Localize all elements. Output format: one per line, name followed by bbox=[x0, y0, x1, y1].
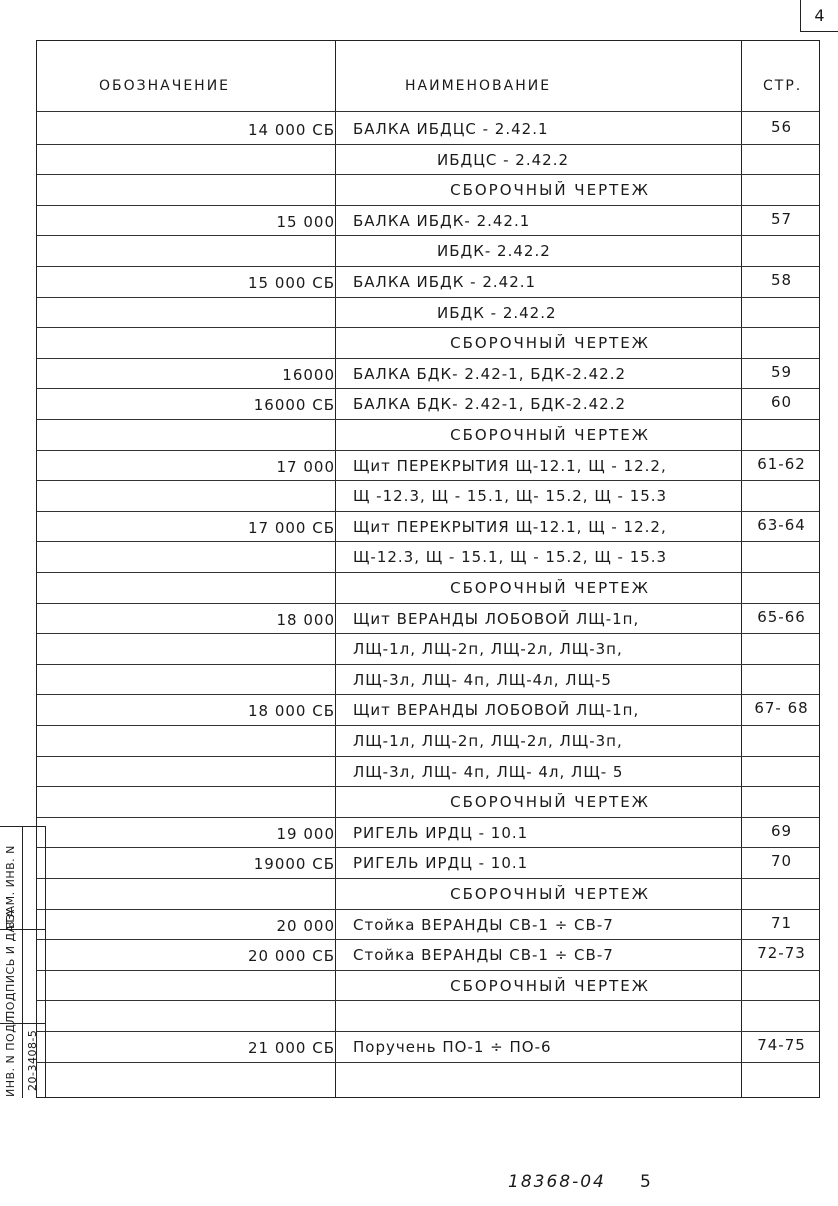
table-row bbox=[37, 450, 819, 484]
row-page: 70 bbox=[770, 852, 793, 871]
table-row bbox=[37, 297, 819, 331]
table-row bbox=[37, 113, 819, 147]
header-name: НАИМЕНОВАНИЕ bbox=[405, 78, 552, 94]
row-name: Стойка ВЕРАНДЫ СВ-1 ÷ СВ-7 bbox=[353, 915, 614, 934]
row-page: 60 bbox=[770, 393, 793, 412]
side-stamp bbox=[0, 826, 46, 1098]
row-name: ИБДЦС - 2.42.2 bbox=[437, 150, 570, 169]
row-designation: 19000 СБ bbox=[253, 855, 335, 874]
table-row bbox=[37, 1000, 819, 1034]
table-row bbox=[37, 603, 819, 637]
table-row bbox=[37, 664, 819, 698]
row-designation: 19 000 bbox=[276, 824, 335, 843]
table-row bbox=[37, 174, 819, 208]
table-frame bbox=[36, 40, 820, 1098]
row-name: РИГЕЛЬ ИРДЦ - 10.1 bbox=[353, 854, 529, 873]
row-name: ИБДК - 2.42.2 bbox=[437, 303, 557, 322]
row-designation: 18 000 СБ bbox=[247, 702, 335, 721]
row-name: СБОРОЧНЫЙ ЧЕРТЕЖ bbox=[450, 793, 650, 812]
table-row bbox=[37, 694, 819, 728]
row-designation: 18 000 bbox=[276, 610, 335, 629]
page-number: 4 bbox=[800, 0, 838, 32]
row-designation: 21 000 СБ bbox=[247, 1039, 335, 1057]
row-page: 74-75 bbox=[757, 1036, 806, 1054]
row-name: БАЛКА ИБДЦС - 2.42.1 bbox=[353, 120, 549, 138]
table-row bbox=[37, 358, 819, 392]
table-row bbox=[37, 480, 819, 514]
table-row bbox=[37, 327, 819, 361]
table-row bbox=[37, 1062, 819, 1096]
table-row bbox=[37, 235, 819, 269]
row-page: 61-62 bbox=[757, 454, 806, 473]
document-code: 18368-04 bbox=[508, 1172, 606, 1192]
row-name: БАЛКА ИБДК- 2.42.1 bbox=[353, 211, 531, 230]
row-name: СБОРОЧНЫЙ ЧЕРТЕЖ bbox=[450, 885, 650, 903]
row-designation: 14 000 СБ bbox=[247, 121, 335, 139]
row-name: Щит ВЕРАНДЫ ЛОБОВОЙ ЛЩ-1п, bbox=[353, 701, 640, 720]
row-designation: 16000 СБ bbox=[253, 396, 335, 415]
row-page: 71 bbox=[770, 913, 793, 932]
table-row bbox=[37, 419, 819, 453]
row-name: ИБДК- 2.42.2 bbox=[437, 242, 551, 261]
table-row bbox=[37, 511, 819, 545]
row-page: 58 bbox=[770, 271, 793, 289]
side-label-inv-orig: ИНВ. N ПОДЛ. bbox=[4, 1010, 17, 1097]
row-page: 56 bbox=[770, 118, 793, 136]
row-name: ЛЩ-3л, ЛЩ- 4п, ЛЩ- 4л, ЛЩ- 5 bbox=[353, 762, 624, 781]
row-name: ЛЩ-1л, ЛЩ-2п, ЛЩ-2л, ЛЩ-3п, bbox=[353, 640, 623, 659]
row-page: 65-66 bbox=[757, 607, 806, 626]
row-name: ЛЩ-3л, ЛЩ- 4п, ЛЩ-4л, ЛЩ-5 bbox=[353, 670, 612, 689]
row-designation: 16000 bbox=[282, 365, 335, 384]
table-row bbox=[37, 909, 819, 943]
row-name: СБОРОЧНЫЙ ЧЕРТЕЖ bbox=[450, 426, 650, 444]
table-row bbox=[37, 756, 819, 790]
row-designation: 15 000 bbox=[276, 212, 335, 231]
row-page: 67- 68 bbox=[754, 699, 809, 718]
row-page: 59 bbox=[770, 362, 793, 381]
row-name: СБОРОЧНЫЙ ЧЕРТЕЖ bbox=[450, 976, 650, 995]
header-divider bbox=[37, 111, 819, 112]
table-row bbox=[37, 725, 819, 759]
table-row bbox=[37, 786, 819, 820]
header-designation: ОБОЗНАЧЕНИЕ bbox=[99, 78, 231, 94]
table-row bbox=[37, 144, 819, 178]
row-name: СБОРОЧНЫЙ ЧЕРТЕЖ bbox=[450, 334, 650, 353]
row-name: Щит ПЕРЕКРЫТИЯ Щ-12.1, Щ - 12.2, bbox=[353, 456, 667, 475]
row-name: Щ -12.3, Щ - 15.1, Щ- 15.2, Щ - 15.3 bbox=[353, 487, 668, 506]
row-page: 72-73 bbox=[757, 944, 806, 963]
row-designation: 20 000 СБ bbox=[247, 947, 335, 966]
row-name: РИГЕЛЬ ИРДЦ - 10.1 bbox=[353, 823, 529, 842]
table-row bbox=[37, 205, 819, 239]
row-name: СБОРОЧНЫЙ ЧЕРТЕЖ bbox=[450, 181, 650, 200]
table-row bbox=[37, 1031, 819, 1065]
row-name: ЛЩ-1л, ЛЩ-2п, ЛЩ-2л, ЛЩ-3п, bbox=[353, 732, 623, 750]
table-row bbox=[37, 633, 819, 667]
side-label-signature-date: ПОДПИСЬ И ДАТА bbox=[4, 909, 17, 1019]
row-name: СБОРОЧНЫЙ ЧЕРТЕЖ bbox=[450, 579, 650, 597]
row-name: Щ-12.3, Щ - 15.1, Щ - 15.2, Щ - 15.3 bbox=[353, 548, 668, 567]
row-page: 57 bbox=[770, 209, 793, 228]
row-name: Щит ПЕРЕКРЫТИЯ Щ-12.1, Щ - 12.2, bbox=[353, 517, 667, 536]
row-name: Щит ВЕРАНДЫ ЛОБОВОЙ ЛЩ-1п, bbox=[353, 609, 640, 628]
side-inv-orig-value: 20-3408-5 bbox=[26, 1029, 39, 1091]
header-page: СТР. bbox=[763, 78, 803, 94]
row-name: Стойка ВЕРАНДЫ СВ-1 ÷ СВ-7 bbox=[353, 946, 614, 965]
row-page: 63-64 bbox=[757, 515, 806, 534]
row-designation: 17 000 СБ bbox=[247, 518, 335, 537]
row-name: БАЛКА БДК- 2.42-1, БДК-2.42.2 bbox=[353, 395, 627, 414]
table-row bbox=[37, 970, 819, 1004]
row-designation: 15 000 СБ bbox=[247, 274, 335, 292]
row-name: Поручень ПО-1 ÷ ПО-6 bbox=[353, 1038, 552, 1056]
row-designation: 17 000 bbox=[276, 457, 335, 476]
row-name: БАЛКА ИБДК - 2.42.1 bbox=[353, 273, 537, 291]
row-name: БАЛКА БДК- 2.42-1, БДК-2.42.2 bbox=[353, 364, 627, 383]
table-row bbox=[37, 939, 819, 973]
row-page: 69 bbox=[770, 821, 793, 840]
table-row bbox=[37, 541, 819, 575]
table-row bbox=[37, 847, 819, 881]
sheet-number: 5 bbox=[640, 1172, 651, 1192]
table-row bbox=[37, 878, 819, 912]
row-designation: 20 000 bbox=[276, 916, 335, 935]
table-row bbox=[37, 388, 819, 422]
table-row bbox=[37, 572, 819, 606]
side-stamp-divider bbox=[22, 827, 23, 1098]
table-row bbox=[37, 817, 819, 851]
side-label-instead-inv: ВЗАМ. ИНВ. N bbox=[4, 845, 17, 929]
table-row bbox=[37, 266, 819, 300]
